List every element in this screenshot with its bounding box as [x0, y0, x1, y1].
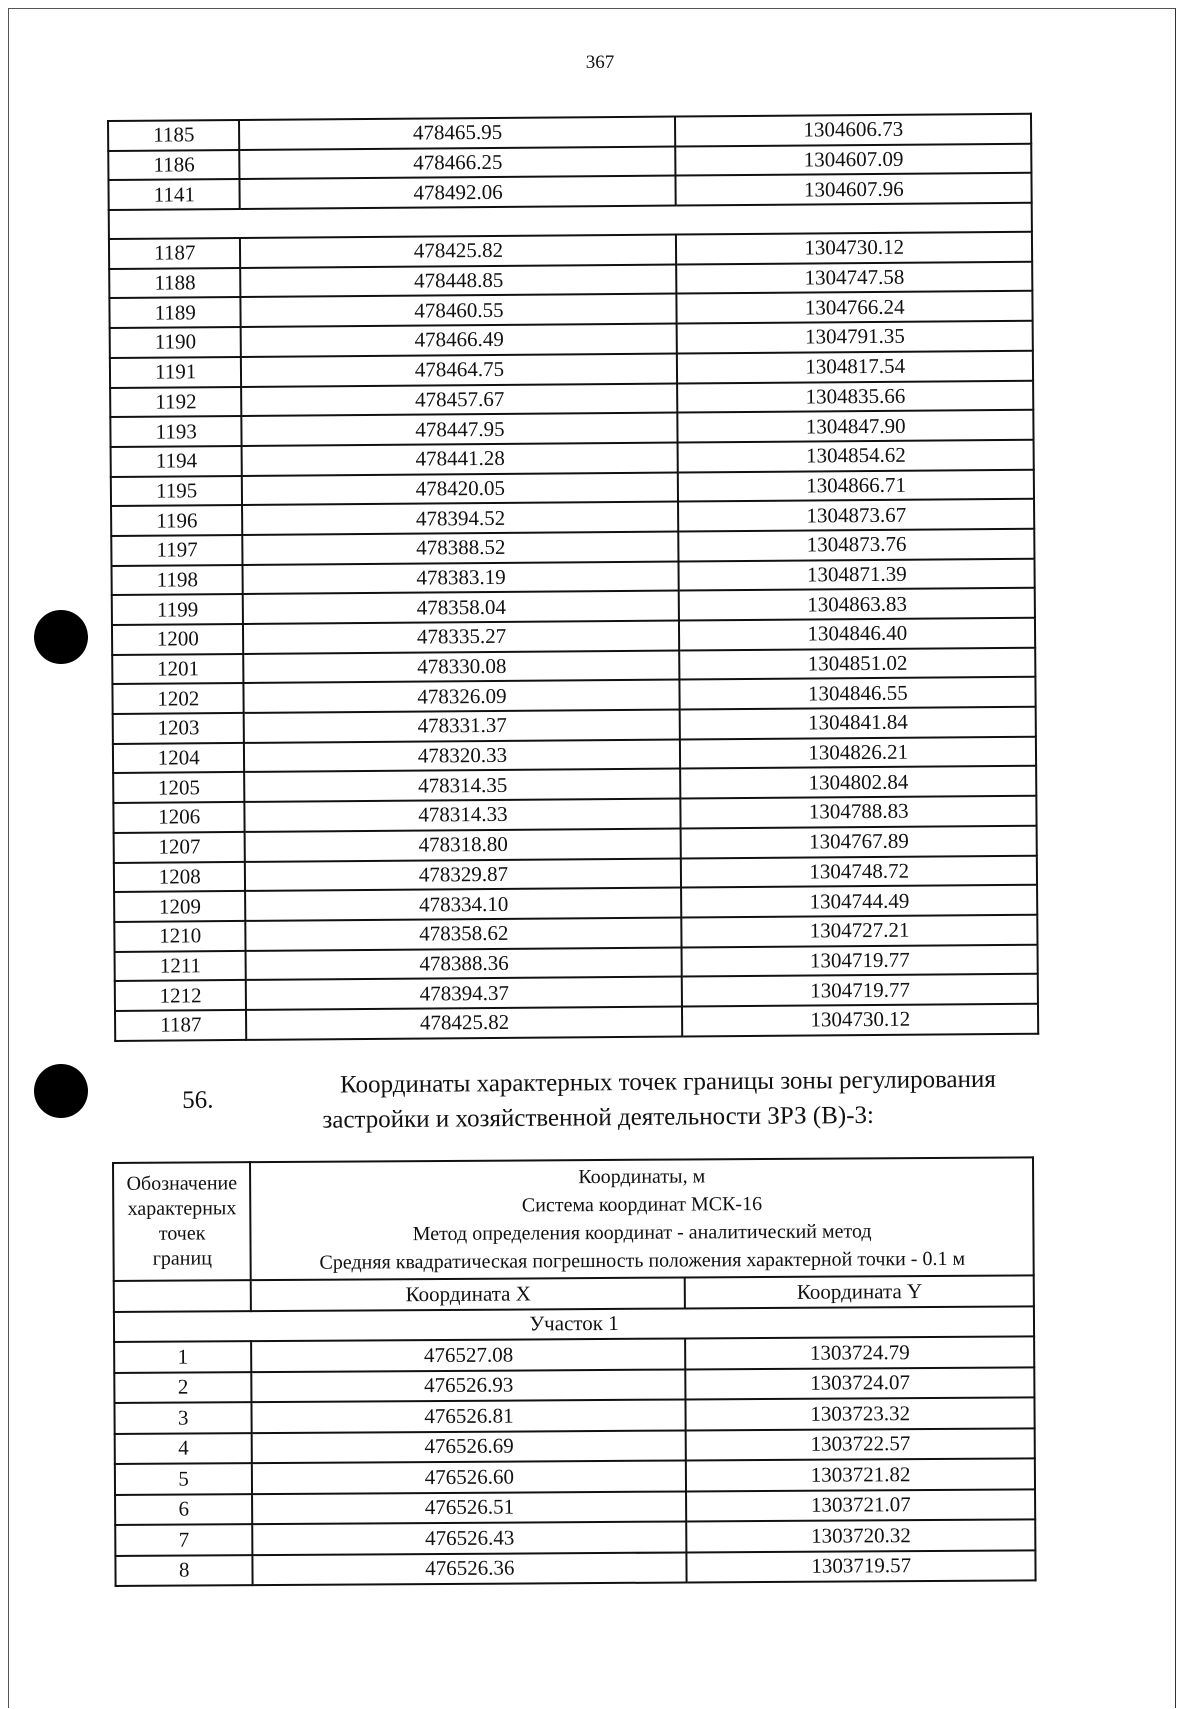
coordinate-x-cell: 476526.51: [252, 1491, 686, 1524]
coordinate-x-cell: 478334.10: [246, 888, 682, 921]
page-number: 367: [585, 52, 615, 73]
coordinate-y-cell: 1304607.96: [676, 173, 1032, 205]
coordinate-x-cell: 478464.75: [241, 353, 677, 386]
coordinate-x-cell: 478331.37: [244, 710, 680, 743]
coordinate-y-cell: 1303721.82: [686, 1458, 1035, 1491]
punch-hole-top: [34, 610, 88, 664]
coordinate-y-cell: 1304767.89: [681, 826, 1037, 858]
point-number-cell: 1188: [109, 268, 241, 299]
coordinate-x-cell: 478425.82: [246, 1006, 682, 1039]
point-number-cell: 1194: [111, 446, 243, 477]
coordinates-table-continued: [107, 113, 1039, 1042]
point-number-cell: 4: [115, 1433, 253, 1464]
section-title-line1: Координаты характерных точек границы зоны регулирования: [339, 1065, 996, 1099]
coordinate-x-cell: 476527.08: [251, 1338, 685, 1371]
coordinate-x-cell: 478358.04: [243, 591, 679, 624]
coordinate-x-cell: 478466.25: [240, 146, 676, 179]
point-number-cell: 1211: [115, 950, 247, 981]
coordinate-y-cell: 1303721.07: [686, 1489, 1035, 1522]
header-label-line: характерных: [127, 1197, 237, 1220]
coordinate-y-cell: 1304854.62: [678, 440, 1034, 472]
point-number-cell: 3: [114, 1402, 252, 1433]
point-number-cell: 1202: [112, 683, 244, 714]
coordinate-y-cell: 1304607.09: [676, 143, 1032, 175]
coordinate-x-cell: 478394.52: [243, 502, 679, 535]
section-number: 56.: [182, 1086, 214, 1114]
header-label-line: границ: [152, 1247, 212, 1270]
coordinate-x-cell: 478358.62: [246, 917, 682, 950]
coordinate-y-cell: 1303722.57: [686, 1428, 1035, 1461]
coordinate-x-cell: 478441.28: [242, 442, 678, 475]
coordinate-y-cell: 1304841.84: [680, 707, 1036, 739]
section-label: Участок 1: [114, 1306, 1034, 1342]
coordinate-y-cell: 1303724.79: [686, 1336, 1035, 1369]
coordinate-x-cell: 478420.05: [242, 472, 678, 505]
coordinate-x-cell: 478457.67: [242, 383, 678, 416]
point-number-cell: 1209: [114, 891, 246, 922]
coordinate-x-cell: 476526.93: [252, 1369, 686, 1402]
point-number-cell: 1197: [111, 535, 243, 566]
point-number-cell: 1204: [113, 743, 245, 774]
table-header-row: [113, 1157, 1034, 1281]
coordinates-header: [250, 1157, 1033, 1280]
section-title-line2: застройки и хозяйственной деятельности ЗРЗ (В)-3:: [322, 1101, 875, 1134]
coordinate-y-cell: 1304835.66: [678, 380, 1034, 412]
coordinate-y-cell: 1304826.21: [680, 736, 1036, 768]
coordinate-y-cell: 1304873.67: [678, 499, 1034, 531]
point-number-cell: 5: [115, 1463, 253, 1494]
point-number-cell: 1190: [110, 327, 242, 358]
point-number-cell: 7: [115, 1524, 253, 1555]
coordinate-y-cell: 1303719.57: [687, 1550, 1036, 1583]
coordinate-y-header: Координата Y: [685, 1275, 1034, 1308]
coordinate-x-cell: 478466.49: [241, 324, 677, 357]
coordinate-x-cell: 478388.52: [243, 531, 679, 564]
coordinate-y-cell: 1304802.84: [681, 766, 1037, 798]
coordinate-y-cell: 1304744.49: [682, 885, 1038, 917]
coordinate-y-cell: 1304871.39: [679, 558, 1035, 590]
point-number-cell: 1206: [113, 802, 245, 833]
coordinate-y-cell: 1304748.72: [681, 855, 1037, 887]
point-number-cell: 1189: [109, 297, 241, 328]
point-designation-header: [113, 1162, 251, 1281]
point-number-cell: 1193: [110, 416, 242, 447]
coordinate-x-cell: 478318.80: [245, 828, 681, 861]
coordinate-x-cell: 478320.33: [244, 739, 680, 772]
point-number-cell: 8: [115, 1555, 253, 1586]
coordinate-x-cell: 478394.37: [246, 977, 682, 1010]
coordinate-x-cell: 478448.85: [241, 264, 677, 297]
point-number-cell: 1: [114, 1341, 252, 1372]
coordinate-y-cell: 1304727.21: [682, 915, 1038, 947]
coordinate-x-cell: 478329.87: [245, 858, 681, 891]
point-number-cell: 1207: [114, 832, 246, 863]
point-number-cell: 1205: [113, 772, 245, 803]
coordinate-y-cell: 1303723.32: [686, 1397, 1035, 1430]
header-label-line: Обозначение: [126, 1172, 238, 1195]
coordinate-system-line: Система координат МСК-16: [521, 1193, 763, 1217]
coordinate-y-cell: 1303720.32: [687, 1519, 1036, 1552]
coordinate-x-cell: 478447.95: [242, 413, 678, 446]
coordinates-table-body: [108, 114, 1038, 1041]
point-number-cell: 1203: [113, 713, 245, 744]
coordinates-header-line: Координаты, м: [578, 1165, 706, 1189]
coordinate-x-cell: 478383.19: [243, 561, 679, 594]
coordinate-x-cell: 476526.60: [252, 1460, 686, 1493]
zrz-coordinates-table: [112, 1156, 1037, 1587]
coordinate-y-cell: 1304719.77: [682, 974, 1038, 1006]
coordinate-x-cell: 476526.69: [252, 1430, 686, 1463]
coordinate-y-cell: 1303724.07: [686, 1367, 1035, 1400]
coordinate-y-cell: 1304846.40: [679, 618, 1035, 650]
method-line: Метод определения координат - аналитический метод: [412, 1220, 872, 1246]
coordinate-y-cell: 1304863.83: [679, 588, 1035, 620]
coordinate-y-cell: 1304847.90: [678, 410, 1034, 442]
punch-hole-bottom: [34, 1064, 88, 1118]
point-number-cell: 1187: [115, 1010, 247, 1041]
coordinate-y-cell: 1304873.76: [679, 529, 1035, 561]
point-number-cell: 1185: [108, 120, 240, 151]
coordinate-y-cell: 1304866.71: [678, 469, 1034, 501]
coordinate-y-cell: 1304788.83: [681, 796, 1037, 828]
coordinate-y-cell: 1304791.35: [677, 321, 1033, 353]
coordinate-x-cell: 478425.82: [240, 235, 676, 268]
point-number-cell: 1200: [112, 624, 244, 655]
coordinate-y-cell: 1304851.02: [680, 647, 1036, 679]
point-number-cell: 1198: [111, 565, 243, 596]
accuracy-line: Средняя квадратическая погрешность положения характерной точки - 0.1 м: [319, 1247, 966, 1274]
table-row: [115, 1004, 1038, 1041]
coordinate-x-cell: 478314.35: [245, 769, 681, 802]
table-row: [115, 1550, 1035, 1586]
coordinate-x-cell: 478330.08: [244, 650, 680, 683]
coordinate-x-cell: 476526.36: [253, 1552, 687, 1585]
coordinate-x-cell: 478388.36: [246, 947, 682, 980]
coordinate-x-cell: 478460.55: [241, 294, 677, 327]
point-number-cell: 1186: [108, 150, 240, 181]
coordinate-y-cell: 1304730.12: [676, 232, 1032, 264]
coordinate-x-cell: 476526.43: [253, 1521, 687, 1554]
coordinate-x-header: Координата X: [251, 1278, 685, 1311]
point-number-cell: 1192: [110, 386, 242, 417]
point-number-cell: 1187: [109, 238, 241, 269]
point-number-cell: 2: [114, 1372, 252, 1403]
coordinate-y-cell: 1304719.77: [682, 944, 1038, 976]
point-number-cell: 1210: [114, 921, 246, 952]
point-number-cell: 1196: [111, 505, 243, 536]
point-number-cell: 1199: [112, 594, 244, 625]
point-number-cell: 1208: [114, 861, 246, 892]
coordinate-x-cell: 478314.33: [245, 799, 681, 832]
point-number-cell: 1195: [111, 476, 243, 507]
point-number-cell: 6: [115, 1494, 253, 1525]
zrz-table-body: [113, 1157, 1036, 1586]
coordinate-y-cell: 1304606.73: [675, 114, 1031, 146]
coordinate-x-cell: 478326.09: [244, 680, 680, 713]
empty-subheader-cell: [114, 1280, 252, 1311]
header-label-line: точек: [158, 1222, 206, 1245]
coordinate-y-cell: 1304730.12: [682, 1004, 1038, 1036]
coordinate-y-cell: 1304747.58: [677, 261, 1033, 293]
coordinate-y-cell: 1304817.54: [677, 351, 1033, 383]
point-number-cell: 1141: [108, 179, 240, 210]
point-number-cell: 1191: [110, 357, 242, 388]
coordinate-x-cell: 478335.27: [243, 621, 679, 654]
coordinate-x-cell: 478465.95: [239, 117, 675, 150]
coordinate-y-cell: 1304766.24: [677, 291, 1033, 323]
point-number-cell: 1212: [115, 980, 247, 1011]
point-number-cell: 1201: [112, 654, 244, 685]
coordinate-y-cell: 1304846.55: [680, 677, 1036, 709]
coordinate-x-cell: 476526.81: [252, 1399, 686, 1432]
coordinate-x-cell: 478492.06: [240, 176, 676, 209]
